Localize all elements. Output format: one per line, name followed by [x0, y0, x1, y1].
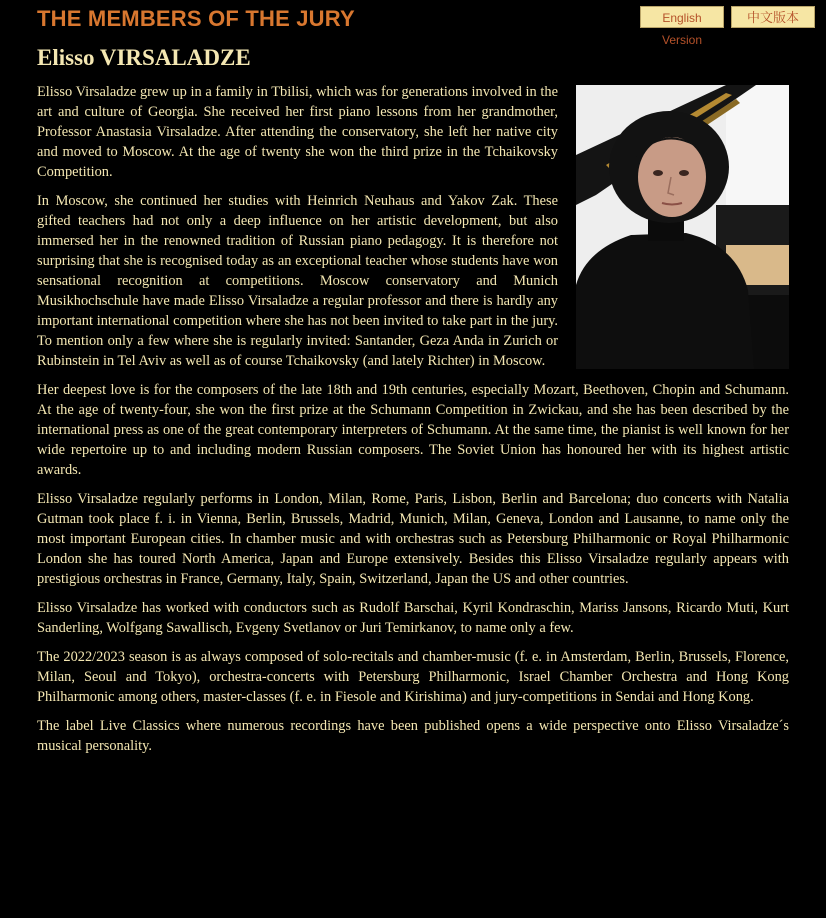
- bio-paragraph: Elisso Virsaladze has worked with conductors such as Rudolf Barschai, Kyril Kondraschin, Mariss Jansons, Ricardo Muti, Kurt Sanderling, Wolfgang Sawallisch, Evgeny Svetlanov or Juri Temirkanov, to name only a few.: [37, 600, 789, 636]
- bio-paragraph: The 2022/2023 season is as always composed of solo-recitals and chamber-music (f. e. in Amsterdam, Berlin, Brussels, Florence, Milan, Seoul and Tokyo), orchestra-concerts with Petersburg Philharmonic, Israel Chamber Orchestra and Hong Kong Philharmonic among others, master-classes (f. e. in Fiesole and Kirishima) and jury-competitions in Sendai and Hong Kong.: [37, 649, 789, 705]
- bio-paragraph: The label Live Classics where numerous recordings have been published opens a wide perspective onto Elisso Virsaladze´s musical personality.: [37, 718, 789, 754]
- bio-paragraph: Elisso Virsaladze grew up in a family in Tbilisi, which was for generations involved in the art and culture of Georgia. She received her first piano lessons from her grandmother, Professor Anastasia Virsaladze. After attending the conservatory, she left her native city and moved to Moscow. At the age of twenty she won the third prize in the Tchaikovsky Competition.: [37, 84, 558, 180]
- portrait-illustration: [576, 85, 789, 369]
- juror-name: Elisso VIRSALADZE: [37, 45, 251, 70]
- english-version-button[interactable]: English Version: [640, 6, 724, 28]
- juror-biography: [37, 82, 789, 765]
- portrait-photo: [576, 85, 789, 369]
- bio-paragraph: Elisso Virsaladze regularly performs in London, Milan, Rome, Paris, Lisbon, Berlin and Barcelona; duo concerts with Natalia Gutman took place f. i. in Vienna, Berlin, Brussels, Madrid, Munich, Milan, Geneva, London and Lausanne, to name only the most important European cities. In chamber music and with orchestras such as Petersburg Philharmonic or Royal Philharmonic London she has toured North America, Japan and Europe extensively. Besides this Elisso Virsaladze regularly appears with prestigious orchestras in France, Germany, Italy, Spain, Switzerland, Japan the US and other countries.: [37, 491, 789, 587]
- chinese-version-button[interactable]: 中文版本: [731, 6, 815, 28]
- page-title: THE MEMBERS OF THE JURY: [37, 6, 355, 31]
- bio-paragraph: Her deepest love is for the composers of the late 18th and 19th centuries, especially Mozart, Beethoven, Chopin and Schumann. At the age of twenty-four, she won the first prize at the Schumann Competition in Zwickau, and she has been described by the international press as one of the great contemporary interpreters of Schumann. At the same time, the pianist is well known for her wide repertoire up to and including modern Russian composers. The Soviet Union has honoured her with its highest artistic awards.: [37, 382, 789, 478]
- bio-paragraph: In Moscow, she continued her studies with Heinrich Neuhaus and Yakov Zak. These gifted teachers had not only a deep influence on her artistic development, but also immersed her in the renowned tradition of Russian piano pedagogy. It is therefore not surprising that she is recognised today as an exceptional teacher whose students have won sensational recognition at competitions. Moscow conservatory and Munich Musikhochschule have made Elisso Virsaladze a regular professor and there is hardly any important international competition where she has not been invited to take part in the jury. To mention only a few where she is regularly invited: Santander, Geza Anda in Zurich or Rubinstein in Tel Aviv as well as of course Tchaikovsky (and lately Richter) in Moscow.: [37, 193, 558, 369]
